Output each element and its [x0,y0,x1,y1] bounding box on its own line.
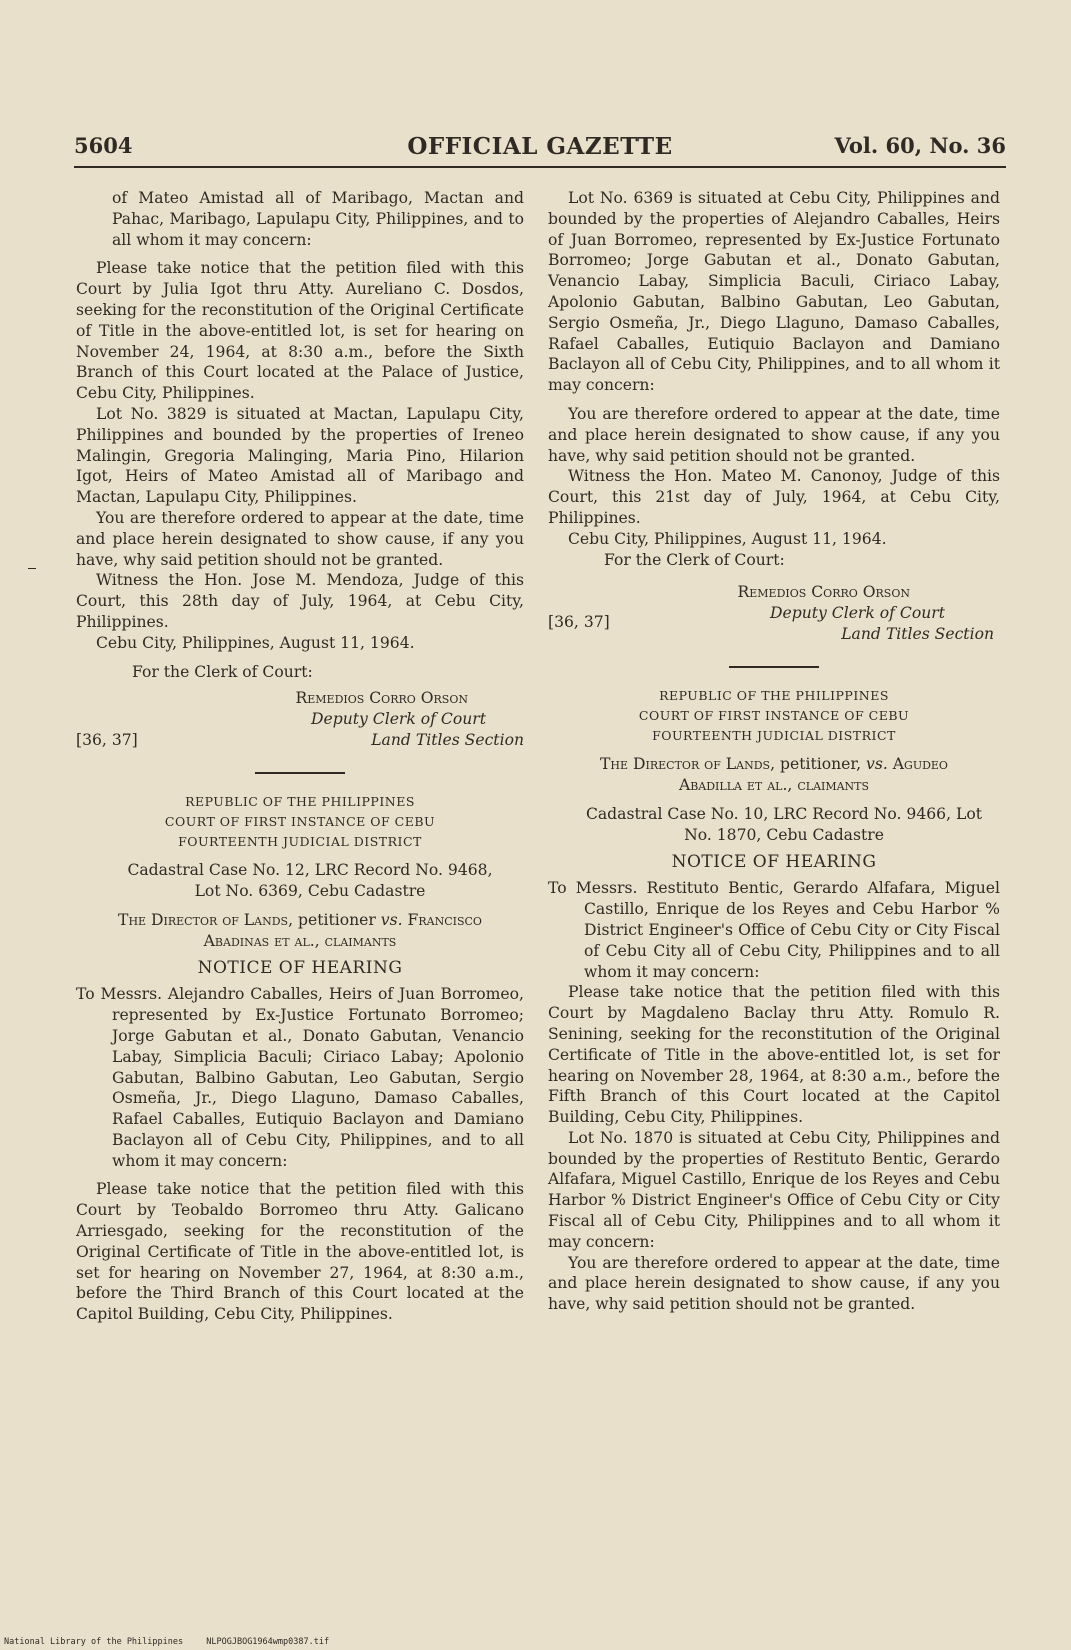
scan-filename: NLPOGJBOG1964wmp0387.tif [206,1637,330,1647]
respondent-name: Francisco [402,910,482,929]
court-header-line: REPUBLIC OF THE PHILIPPINES [659,688,889,704]
claimants-line: Abadinas et al., claimants [203,931,397,950]
notice3-case-caption [548,804,1000,846]
notice1-paragraph-3: You are therefore ordered to appear at the date, time and place herein designated to show cause, if any you have, why said petition should not be granted. [76,508,524,569]
court-header-line: COURT OF FIRST INSTANCE OF CEBU [638,708,910,724]
case-lot: No. 1870, Cebu Cadastre [684,825,884,844]
notice3-paragraph-1: Please take notice that the petition filed with this Court by Magdaleno Baclay thru Atty. Romulo R. Senining, seeking for the reconstitution of the Original Certificate of Title in the above-entitled lot, is set for hearing on November 28, 1964, at 8:30 a.m., before the Fifth Branch of this Court located at the Capitol Building, Cebu City, Philippines. [548,983,1000,1127]
signatory-name: Remedios Corro Orson [737,583,910,602]
petitioner-name: The Director of Lands [600,755,771,774]
court-header-line: FOURTEENTH JUDICIAL DISTRICT [652,728,896,744]
notice3-paragraph-2: Lot No. 1870 is situated at Cebu City, Philippines and bounded by the properties of Restituto Bentic, Gerardo Alfafara, Miguel Castillo, Enrique de los Reyes and Cebu Harbor % District Engineer's Office of Cebu City or City Fiscal all of Cebu City, Philippines and to all whom it may concern: [548,1128,1000,1251]
notice3-court-header [548,686,1000,746]
volume-number: Vol. 60, No. 36 [834,133,1006,158]
notice-divider [255,772,345,774]
notice2-date: Cebu City, Philippines, August 11, 1964. [568,529,887,548]
library-credit: National Library of the Philippines [4,1637,184,1647]
notice3-parties [548,754,1000,796]
notice2-title: NOTICE OF HEARING [197,957,403,978]
notice2-paragraph-2: Lot No. 6369 is situated at Cebu City, Philippines and bounded by the properties of Alejandro Caballes, Heirs of Juan Borromeo, represented by Ex-Justice Fortunato Borromeo; Jorge Gabutan et al., Donato Gabutan, Venancio Labay, Simplicia Baculi, Ciriaco Labay, Apolonio Gabutan, Balbino Gabutan, Leo Gabutan, Sergio Osmeña, Jr., Diego Llaguno, Damaso Caballes, Rafael Caballes, Eutiquio Baclayon and Damiano Baclayon all of Cebu City, Philippines, and to all whom it may concern: [548,189,1000,395]
issue-reference: [36, 37] [76,731,138,750]
notice2-case-caption [76,860,524,902]
notice2-paragraph-4: Witness the Hon. Mateo M. Canonoy, Judge of this Court, this 21st day of July, 1964, at Cebu City, Philippines. [548,467,1000,527]
claimants-line: Abadilla et al., claimants [678,776,870,795]
notice2-parties [76,910,524,952]
notice2-address: To Messrs. Alejandro Caballes, Heirs of Juan Borromeo, represented by Ex-Justice Fortunato Borromeo; Jorge Gabutan et al., Donato Gabutan, Venancio Labay, Simplicia Baculi; Ciriaco Labay; Apolonio Gabutan, Balbino Gabutan, Leo Gabutan, Sergio Osmeña, Jr., Diego Llaguno, Damaso Caballes, Rafael Caballes, Eutiquio Baclayon and Damiano Baclayon all of Cebu City, Philippines, and to all whom it may concern: [76,985,524,1170]
notice2-signature [548,582,1000,648]
margin-mark [28,568,36,569]
notice1-address-continuation: of Mateo Amistad all of Maribago, Mactan and Pahac, Maribago, Lapulapu City, Philippines, and to all whom it may concern: [112,189,524,249]
scan-footer [4,1637,347,1647]
page-number: 5604 [74,133,133,158]
notice3-address: To Messrs. Restituto Bentic, Gerardo Alfafara, Miguel Castillo, Enrique de los Reyes and Cebu Harbor % District Engineer's Office of Cebu City or City Fiscal of Cebu City all of Cebu City, Philippines and to all whom it may concern: [548,879,1000,981]
versus-text: vs. [866,755,888,774]
notice3-title: NOTICE OF HEARING [671,851,877,872]
header-rule [74,166,1006,168]
notice-divider [729,666,819,668]
left-column [76,188,524,1325]
notice2-paragraph-3: You are therefore ordered to appear at the date, time and place herein designated to show cause, if any you have, why said petition should not be granted. [548,404,1000,465]
notice2-court-header [76,792,524,852]
case-number: Cadastral Case No. 10, LRC Record No. 9466, Lot [585,804,983,823]
case-number: Cadastral Case No. 12, LRC Record No. 9468, [127,861,493,880]
notice1-for-clerk: For the Clerk of Court: [132,662,313,681]
court-header-line: FOURTEENTH JUDICIAL DISTRICT [178,834,422,850]
signatory-section: Land Titles Section [841,625,994,644]
court-header-line: COURT OF FIRST INSTANCE OF CEBU [164,814,436,830]
signatory-name: Remedios Corro Orson [295,689,468,708]
notice3-paragraph-3: You are therefore ordered to appear at the date, time and place herein designated to show cause, if any you have, why said petition should not be granted. [548,1253,1000,1314]
parties-text: , petitioner [288,910,381,929]
court-header-line: REPUBLIC OF THE PHILIPPINES [185,794,415,810]
notice2-paragraph-1: Please take notice that the petition filed with this Court by Teobaldo Borromeo thru Atty. Galicano Arriesgado, seeking for the reconstitution of the Original Certificate of Title in the above-entitled lot, is set for hearing on November 27, 1964, at 8:30 a.m., before the Third Branch of this Court located at the Capitol Building, Cebu City, Philippines. [76,1180,524,1324]
respondent-name: Agudeo [887,755,948,774]
publication-title: OFFICIAL GAZETTE [407,133,673,160]
signatory-title: Deputy Clerk of Court [770,604,945,623]
notice1-paragraph-2: Lot No. 3829 is situated at Mactan, Lapulapu City, Philippines and bounded by the properties of Ireneo Malingin, Gregoria Malinging, Maria Pino, Hilarion Igot, Heirs of Mateo Amistad all of Maribago and Mactan, Lapulapu City, Philippines. [76,404,524,507]
notice1-paragraph-4: Witness the Hon. Jose M. Mendoza, Judge of this Court, this 28th day of July, 1964, at Cebu City, Philippines. [76,571,524,631]
parties-text: , petitioner, [770,755,867,774]
notice2-for-clerk: For the Clerk of Court: [604,550,785,569]
issue-reference: [36, 37] [548,613,610,632]
signatory-section: Land Titles Section [371,731,524,750]
signatory-title: Deputy Clerk of Court [311,710,486,729]
notice1-signature [76,688,524,754]
notice1-paragraph-1: Please take notice that the petition filed with this Court by Julia Igot thru Atty. Aureliano C. Dosdos, seeking for the reconstitution of the Original Certificate of Title in the above-entitled lot, is set for hearing on November 24, 1964, at 8:30 a.m., before the Sixth Branch of this Court located at the Palace of Justice, Cebu City, Philippines. [76,259,524,403]
case-lot: Lot No. 6369, Cebu Cadastre [194,882,426,901]
notice1-date: Cebu City, Philippines, August 11, 1964. [96,633,415,652]
right-column [548,188,1000,1315]
petitioner-name: The Director of Lands [118,910,289,929]
page-header [74,133,1006,167]
versus-text: vs. [380,910,403,929]
